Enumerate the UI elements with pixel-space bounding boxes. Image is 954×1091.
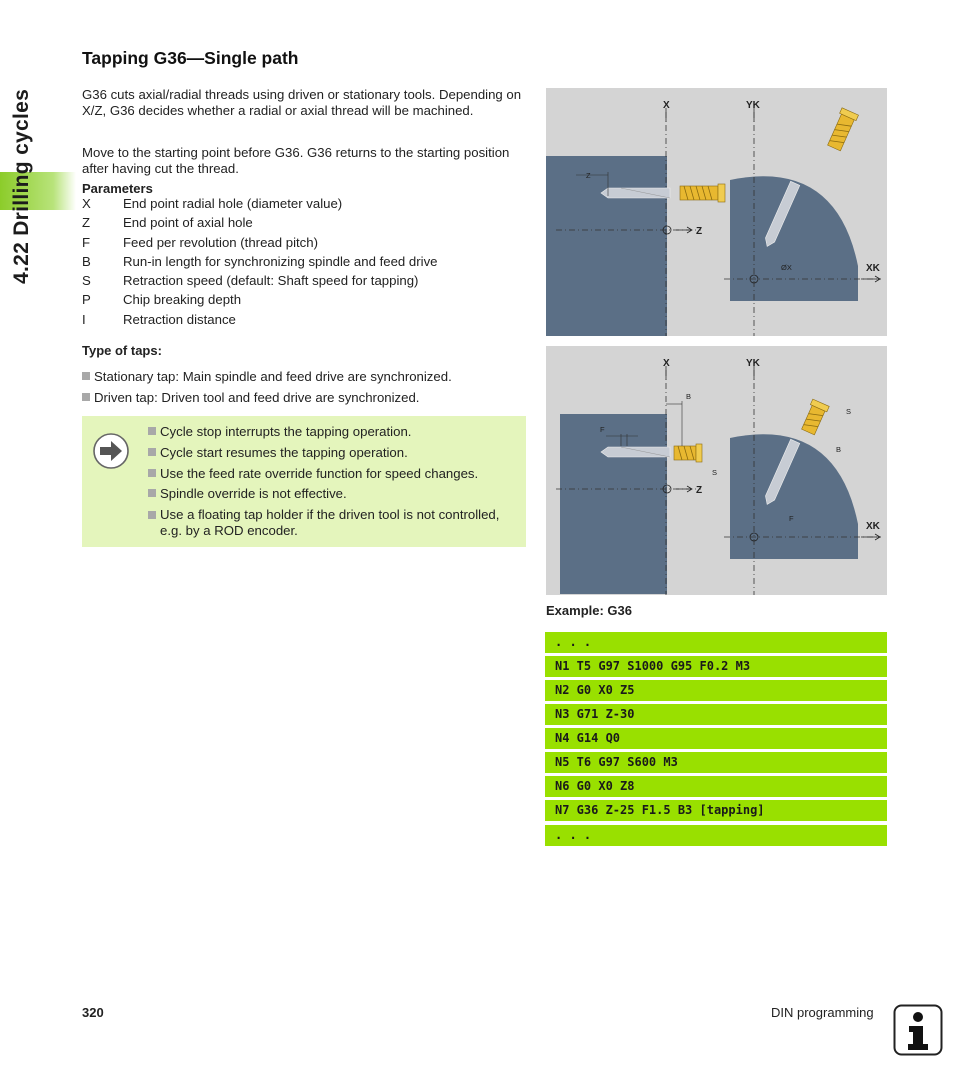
bullet-text: Stationary tap: Main spindle and feed drive are synchronized. [94,369,452,384]
axis-label-x: X [663,358,670,369]
code-text: N6 G0 X0 Z8 [555,779,635,793]
bullet-square-icon [148,427,156,435]
dim-label-b2: B [836,445,842,454]
code-text: . . . [555,828,592,842]
intro-paragraph-1: G36 cuts axial/radial threads using driven or stationary tools. Depending on X/Z, G36 decides whether a radial or axial thread will be machined. [82,87,522,118]
dim-label-z: Z [586,171,591,180]
taps-bullet [82,369,452,385]
code-line [545,656,887,677]
code-text: N4 G14 Q0 [555,731,621,745]
bullet-square-icon [148,489,156,497]
dim-label-b: B [686,392,692,401]
param-desc: Feed per revolution (thread pitch) [123,235,318,250]
axis-label-yk: YK [746,358,760,369]
code-text: N3 G71 Z-30 [555,707,635,721]
dim-label-f2: F [789,514,794,523]
bullet-square-icon [82,372,90,380]
param-key: F [82,235,91,250]
info-icon [893,1004,943,1056]
param-key: P [82,292,91,307]
param-key: S [82,273,91,288]
param-key: Z [82,215,91,230]
note-text: Cycle start resumes the tapping operation. [160,445,408,460]
code-line [545,680,887,701]
note-box [82,416,526,547]
code-text: N7 G36 Z-25 F1.5 B3 [tapping] [555,803,765,817]
code-text: N2 G0 X0 Z5 [555,683,635,697]
example-heading: Example: G36 [546,603,632,618]
param-desc: End point of axial hole [123,215,253,230]
page-number: 320 [82,1005,104,1020]
code-line [545,728,887,749]
axial-tap-tool [680,184,725,202]
bullet-square-icon [148,511,156,519]
code-text: N5 T6 G97 S600 M3 [555,755,678,769]
note-item [148,445,520,461]
note-text: Spindle override is not effective. [160,486,347,501]
axis-label-yk: YK [746,100,760,111]
figure-tapping-parameters [546,346,887,595]
side-tab [0,0,76,1091]
intro-paragraph-2: Move to the starting point before G36. G36 returns to the starting position after having cut the thread. [82,145,510,176]
param-key: I [82,312,86,327]
taps-bullet [82,390,419,406]
dim-label-f: F [600,425,605,434]
note-item [148,507,520,539]
code-text: . . . [555,635,592,649]
param-desc: End point radial hole (diameter value) [123,196,343,211]
note-text: Use a floating tap holder if the driven tool is not controlled, e.g. by a ROD encoder. [160,507,500,538]
footer-section: DIN programming [771,1005,874,1020]
note-text: Cycle stop interrupts the tapping operation. [160,424,412,439]
bullet-square-icon [148,469,156,477]
code-line [545,704,887,725]
axis-label-z: Z [696,226,703,237]
arrow-right-icon [92,432,130,470]
param-desc: Retraction distance [123,312,236,327]
bullet-text: Driven tap: Driven tool and feed drive are synchronized. [94,390,420,405]
taps-heading: Type of taps: [82,343,162,358]
code-line [545,752,887,773]
radial-tap-tool [800,399,829,436]
axial-tap-tool [674,444,702,462]
bullet-square-icon [82,393,90,401]
bullet-square-icon [148,448,156,456]
note-item [148,466,520,482]
axis-label-z: Z [696,485,703,496]
parameters-heading: Parameters [82,181,153,196]
code-line [545,776,887,797]
note-item [148,424,520,440]
axis-label-xk: XK [866,263,880,274]
tapping-diagram-2 [546,346,887,595]
dim-label-s2: S [846,407,852,416]
dim-label-s: S [712,468,718,477]
chapter-label: 4.22 Drilling cycles [10,88,33,284]
note-text: Use the feed rate override function for speed changes. [160,466,479,481]
dim-label-diameter: ØX [781,263,792,272]
param-desc: Run-in length for synchronizing spindle and feed drive [123,254,438,269]
param-desc: Retraction speed (default: Shaft speed for tapping) [123,273,419,288]
code-line [545,632,887,653]
workpiece-block [560,414,667,594]
code-line [545,825,887,846]
tapping-diagram-1 [546,88,887,336]
axis-label-x: X [663,100,670,111]
param-desc: Chip breaking depth [123,292,242,307]
radial-tap-tool [826,108,859,152]
workpiece-block [546,156,667,336]
figure-axial-radial-tapping [546,88,887,336]
param-key: B [82,254,91,269]
note-item [148,486,520,502]
code-text: N1 T5 G97 S1000 G95 F0.2 M3 [555,659,751,673]
page-title: Tapping G36—Single path [82,48,299,68]
param-key: X [82,196,91,211]
axis-label-xk: XK [866,521,880,532]
code-line [545,800,887,821]
